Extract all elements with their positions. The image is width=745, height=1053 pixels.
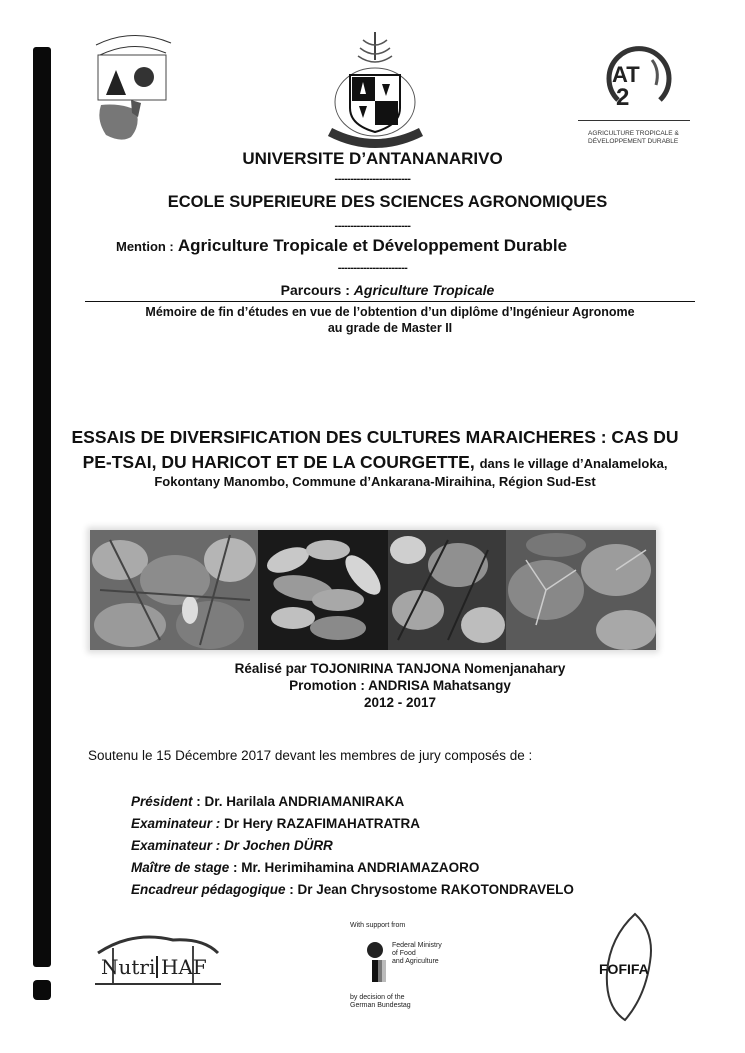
jury-member: Dr Jean Chrysostome RAKOTONDRAVELO [297,882,574,897]
thesis-title [30,425,720,476]
jury-row [131,813,574,835]
svg-text:FOFIFA: FOFIFA [599,961,649,977]
at2d-logo [590,40,690,150]
jury-sep: : [192,794,205,809]
jury-row [131,835,574,857]
haricot-photo [388,530,506,650]
jury-sep: : [229,860,242,875]
promotion: Promotion : ANDRISA Mahatsangy [289,678,511,693]
header-rule [85,301,695,302]
courgette-field-photo [90,530,258,650]
svg-text:2: 2 [616,84,630,110]
mention-value: Agriculture Tropicale et Développement Durable [177,236,568,255]
jury-sep: : [285,882,298,897]
title-line2-small: dans le village d’Analameloka, [479,456,668,471]
jury-row [131,791,574,813]
title-line2 [30,450,720,476]
jury-role: Président [131,794,193,809]
left-margin-bar [33,47,51,967]
jury-member: Mr. Herimihamina ANDRIAMAZAORO [241,860,480,875]
crop-photo-strip [90,530,656,650]
credits-block [120,660,680,711]
jury-role: Examinateur : [131,816,221,831]
jury-role: Maître de stage [131,860,230,875]
title-line3: Fokontany Manombo, Commune d’Ankarana-Miraihina, Région Sud-Est [154,474,596,489]
bmz-name-line3: and Agriculture [392,958,439,965]
school-name: ECOLE SUPERIEURE DES SCIENCES AGRONOMIQUES [167,193,608,211]
fofifa-logo [595,912,665,1022]
at2d-caption-line1: AGRICULTURE TROPICALE & [588,130,679,137]
jury-role: Examinateur : [131,838,221,853]
separator-1: ------------------------ [334,173,411,185]
jury-role: Encadreur pédagogique [131,882,286,897]
nutrihaf-logo [93,928,223,988]
bmz-support: With support from [350,922,406,929]
courgette-plant-photo [506,530,656,650]
mention-label: Mention : [116,239,174,254]
courgette-fruit-photo [258,530,388,650]
realise-par: Réalisé par TOJONIRINA TANJONA Nomenjanahary [234,661,566,676]
jury-row [131,879,574,901]
parcours-label: Parcours : [280,282,350,298]
bmz-decision-line2: German Bundestag [350,1002,411,1009]
jury-member: Dr Hery RAZAFIMAHATRATRA [224,816,421,831]
memoire-text [60,304,720,336]
title-line1: ESSAIS DE DIVERSIFICATION DES CULTURES MARAICHERES : CAS DU [71,427,679,447]
separator-2: ------------------------ [334,220,411,232]
memoire-line1: Mémoire de fin d’études en vue de l’obtention d’un diplôme d’Ingénieur Agronome [145,305,635,319]
jury-row [131,857,574,879]
svg-text:AT: AT [612,62,640,87]
separator-3: ---------------------- [337,262,408,274]
jury-member: Dr Jochen DÜRR [224,838,333,853]
memoire-line2: au grade de Master II [327,321,453,335]
at2d-caption-line2: DÉVELOPPEMENT DURABLE [588,138,679,145]
bmz-name-line1: Federal Ministry [392,942,442,949]
bmz-decision-line1: by decision of the [350,994,405,1001]
parcours-value: Agriculture Tropicale [353,282,495,298]
left-margin-dot [33,980,51,1000]
jury-member: Dr. Harilala ANDRIAMANIRAKA [204,794,405,809]
jury-list [131,791,574,901]
essa-logo [86,25,181,145]
mention-line [116,236,567,256]
bmz-name-line2: of Food [392,950,416,957]
svg-text:Nutri: Nutri [101,955,156,979]
federal-ministry-logo [350,920,470,1015]
university-crest [318,30,433,150]
years: 2012 - 2017 [363,695,437,710]
title-line2-main: PE-TSAI, DU HARICOT ET DE LA COURGETTE, [82,452,475,472]
soutenu-line: Soutenu le 15 Décembre 2017 devant les membres de jury composés de : [88,748,533,763]
university-name: UNIVERSITE D’ANTANANARIVO [242,149,503,168]
svg-text:HAF: HAF [161,955,207,979]
parcours-line [0,282,745,298]
